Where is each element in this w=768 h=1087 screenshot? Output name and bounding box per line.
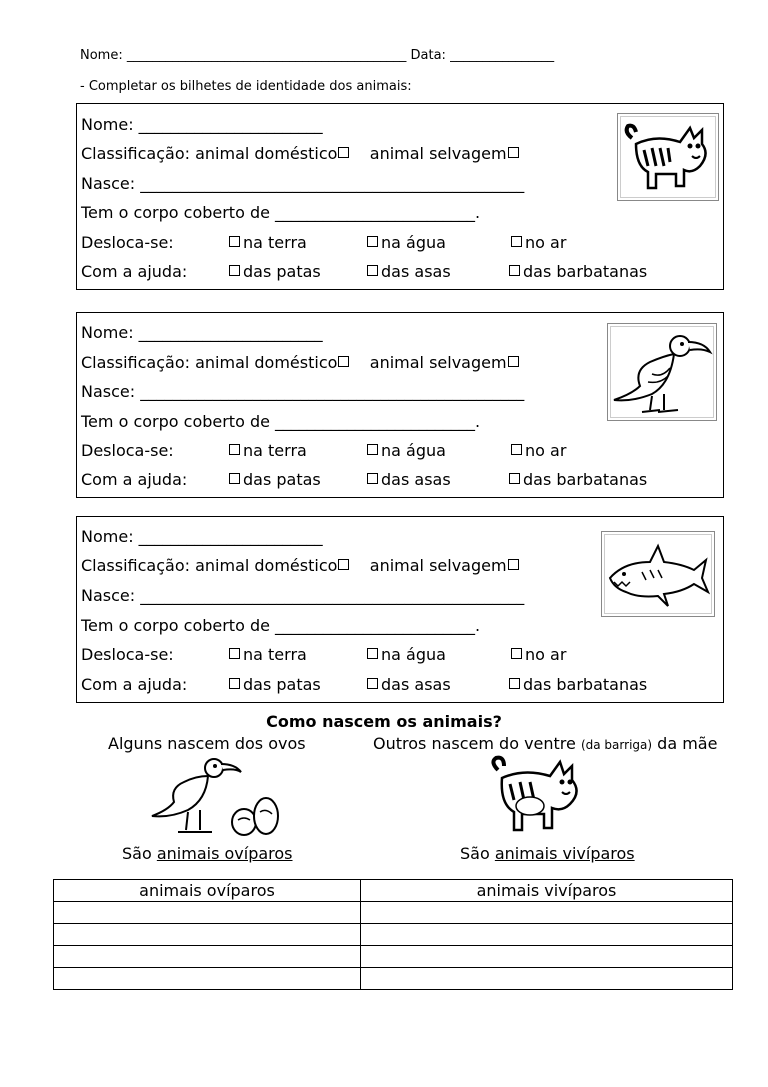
option-paws[interactable]: das patas <box>229 262 321 282</box>
card-born-field[interactable]: Nasce: ________________________________________________ <box>81 382 525 401</box>
id-card-bird <box>76 312 724 498</box>
option-air[interactable]: no ar <box>511 441 566 461</box>
card-helps-label: Com a ajuda: <box>81 675 188 694</box>
option-air[interactable]: no ar <box>511 233 566 253</box>
option-fins[interactable]: das barbatanas <box>509 262 647 282</box>
card-born-field[interactable]: Nasce: ________________________________________________ <box>81 586 525 605</box>
mother-cat-icon <box>486 754 606 846</box>
cat-picture <box>617 113 719 201</box>
option-land[interactable]: na terra <box>229 441 307 461</box>
checkbox-domestic[interactable] <box>338 356 349 367</box>
classification-table <box>53 879 733 990</box>
header-oviparous: animais ovíparos <box>54 880 361 902</box>
card-name-field[interactable]: Nome: _______________________ <box>81 115 323 134</box>
card-helps-label: Com a ajuda: <box>81 262 188 281</box>
option-wings[interactable]: das asas <box>367 675 451 695</box>
checkbox-wild[interactable] <box>508 147 519 158</box>
card-classification: Classificação: animal doméstico animal selvagem <box>81 556 519 576</box>
table-cell[interactable] <box>54 902 361 924</box>
checkbox-wild[interactable] <box>508 356 519 367</box>
card-helps-label: Com a ajuda: <box>81 470 188 489</box>
checkbox-domestic[interactable] <box>338 147 349 158</box>
table-header-row <box>54 880 733 902</box>
card-covered-field[interactable]: Tem o corpo coberto de _________________________. <box>81 203 481 222</box>
eggs-caption: Alguns nascem dos ovos <box>108 734 306 753</box>
option-water[interactable]: na água <box>367 441 446 461</box>
option-paws[interactable]: das patas <box>229 470 321 490</box>
option-water[interactable]: na água <box>367 645 446 665</box>
table-cell[interactable] <box>54 924 361 946</box>
checkbox-domestic[interactable] <box>338 559 349 570</box>
card-moves-label: Desloca-se: <box>81 645 174 664</box>
card-classification: Classificação: animal doméstico animal selvagem <box>81 353 519 373</box>
table-row <box>54 924 733 946</box>
card-moves-label: Desloca-se: <box>81 441 174 460</box>
card-classification: Classificação: animal doméstico animal selvagem <box>81 144 519 164</box>
bird-picture <box>607 323 717 421</box>
oviparous-caption: São animais ovíparos <box>122 844 293 863</box>
womb-caption: Outros nascem do ventre (da barriga) da mãe <box>373 734 718 753</box>
table-cell[interactable] <box>361 902 733 924</box>
card-covered-field[interactable]: Tem o corpo coberto de _________________________. <box>81 412 481 431</box>
card-name-field[interactable]: Nome: _______________________ <box>81 527 323 546</box>
viviparous-caption: São animais vivíparos <box>460 844 635 863</box>
shark-picture <box>601 531 715 617</box>
name-field[interactable]: ___________________________________________ <box>126 48 407 63</box>
option-water[interactable]: na água <box>367 233 446 253</box>
card-covered-field[interactable]: Tem o corpo coberto de _________________________. <box>81 616 481 635</box>
shark-icon <box>602 532 714 616</box>
bird-with-eggs-icon <box>148 754 298 840</box>
table-cell[interactable] <box>54 946 361 968</box>
section-title: Como nascem os animais? <box>266 712 502 731</box>
table-row <box>54 902 733 924</box>
option-wings[interactable]: das asas <box>367 470 451 490</box>
id-card-cat <box>76 103 724 290</box>
table-row <box>54 968 733 990</box>
checkbox-wild[interactable] <box>508 559 519 570</box>
card-name-field[interactable]: Nome: _______________________ <box>81 323 323 342</box>
option-air[interactable]: no ar <box>511 645 566 665</box>
card-born-field[interactable]: Nasce: ________________________________________________ <box>81 174 525 193</box>
option-land[interactable]: na terra <box>229 233 307 253</box>
name-date-line: Nome: ___________________________________________ Data: ________________ <box>80 48 555 63</box>
option-paws[interactable]: das patas <box>229 675 321 695</box>
table-cell[interactable] <box>361 946 733 968</box>
table-cell[interactable] <box>361 968 733 990</box>
table-row <box>54 946 733 968</box>
date-field[interactable]: ________________ <box>450 48 555 63</box>
option-wings[interactable]: das asas <box>367 262 451 282</box>
instruction: - Completar os bilhetes de identidade dos animais: <box>80 79 412 94</box>
header-viviparous: animais vivíparos <box>361 880 733 902</box>
card-moves-label: Desloca-se: <box>81 233 174 252</box>
bird-icon <box>608 324 716 420</box>
option-fins[interactable]: das barbatanas <box>509 675 647 695</box>
cat-icon <box>618 114 718 200</box>
option-land[interactable]: na terra <box>229 645 307 665</box>
table-cell[interactable] <box>54 968 361 990</box>
id-card-shark <box>76 516 724 703</box>
option-fins[interactable]: das barbatanas <box>509 470 647 490</box>
table-cell[interactable] <box>361 924 733 946</box>
